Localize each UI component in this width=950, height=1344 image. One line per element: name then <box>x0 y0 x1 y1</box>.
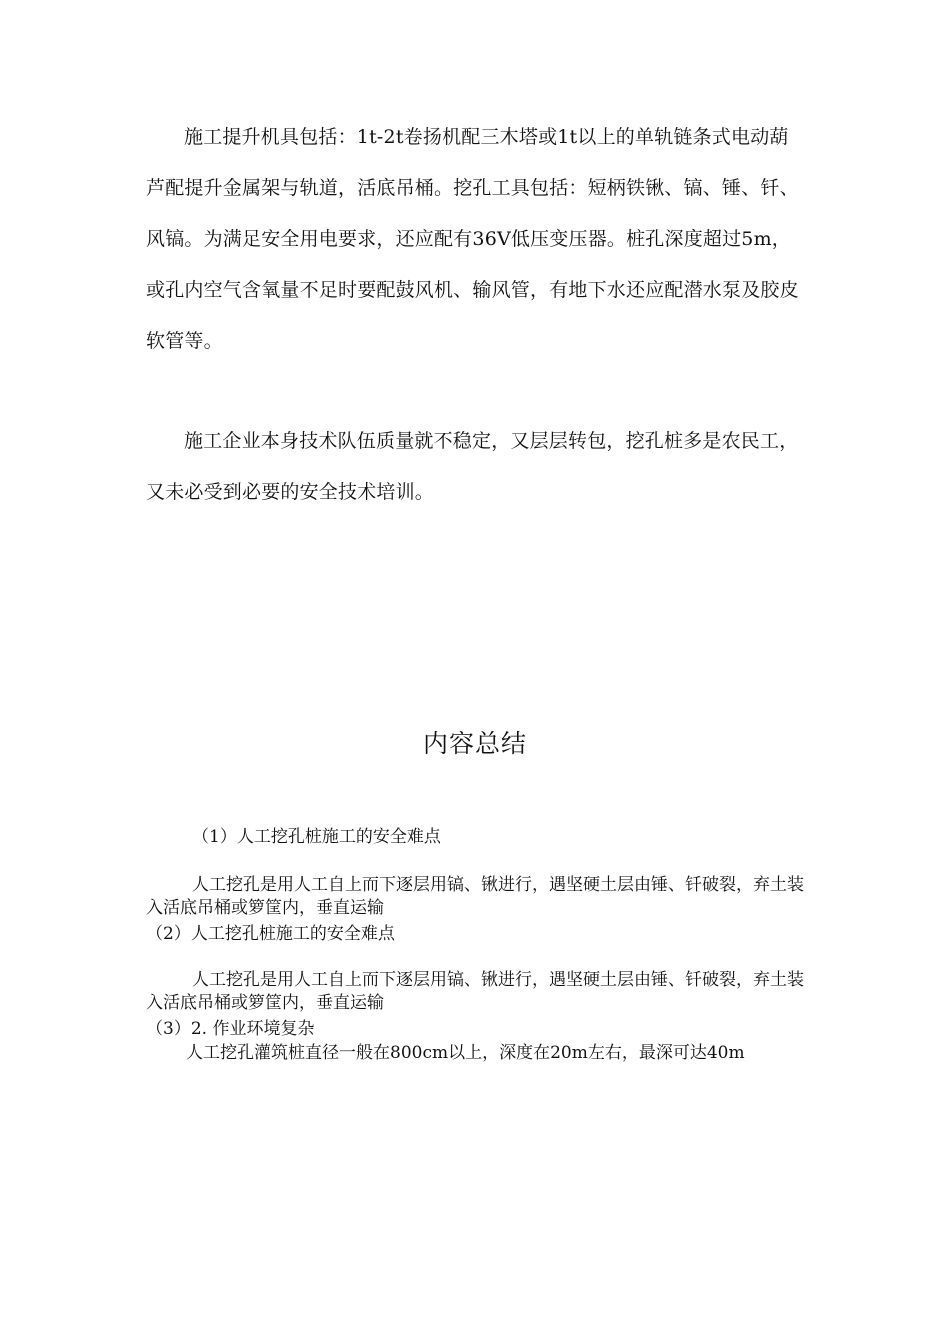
summary-item-1-heading: （1）人工挖孔桩施工的安全难点 <box>192 827 441 847</box>
summary-item-3-body: 人工挖孔灌筑桩直径一般在800cm以上，深度在20m左右，最深可达40m <box>186 1043 745 1063</box>
summary-title: 内容总结 <box>422 729 527 758</box>
summary-item-2-heading: （2）人工挖孔桩施工的安全难点 <box>146 924 395 944</box>
summary-item-1-body: 人工挖孔是用人工自上而下逐层用镐、锹进行，遇坚硬土层由锤、钎破裂，弃土装入活底吊桶或箩筐内，垂直运输 <box>146 875 804 918</box>
summary-item-3-heading: （3）2. 作业环境复杂 <box>146 1019 315 1039</box>
body-paragraph-workforce: 施工企业本身技术队伍质量就不稳定，又层层转包，挖孔桩多是农民工，又未必受到必要的安全技术培训。 <box>146 430 799 503</box>
summary-item-2-body: 人工挖孔是用人工自上而下逐层用镐、锹进行，遇坚硬土层由锤、钎破裂，弃土装入活底吊桶或箩筐内，垂直运输 <box>146 970 804 1013</box>
body-paragraph-equipment: 施工提升机具包括：1t-2t卷扬机配三木塔或1t以上的单轨链条式电动葫芦配提升金属架与轨道，活底吊桶。挖孔工具包括：短柄铁锹、镐、锤、钎、风镐。为满足安全用电要求，还应配有36V低压变压器。桩孔深度超过5m，或孔内空气含氧量不足时要配鼓风机、输风管，有地下水还应配潜水泵及胶皮软管等。 <box>146 126 799 352</box>
